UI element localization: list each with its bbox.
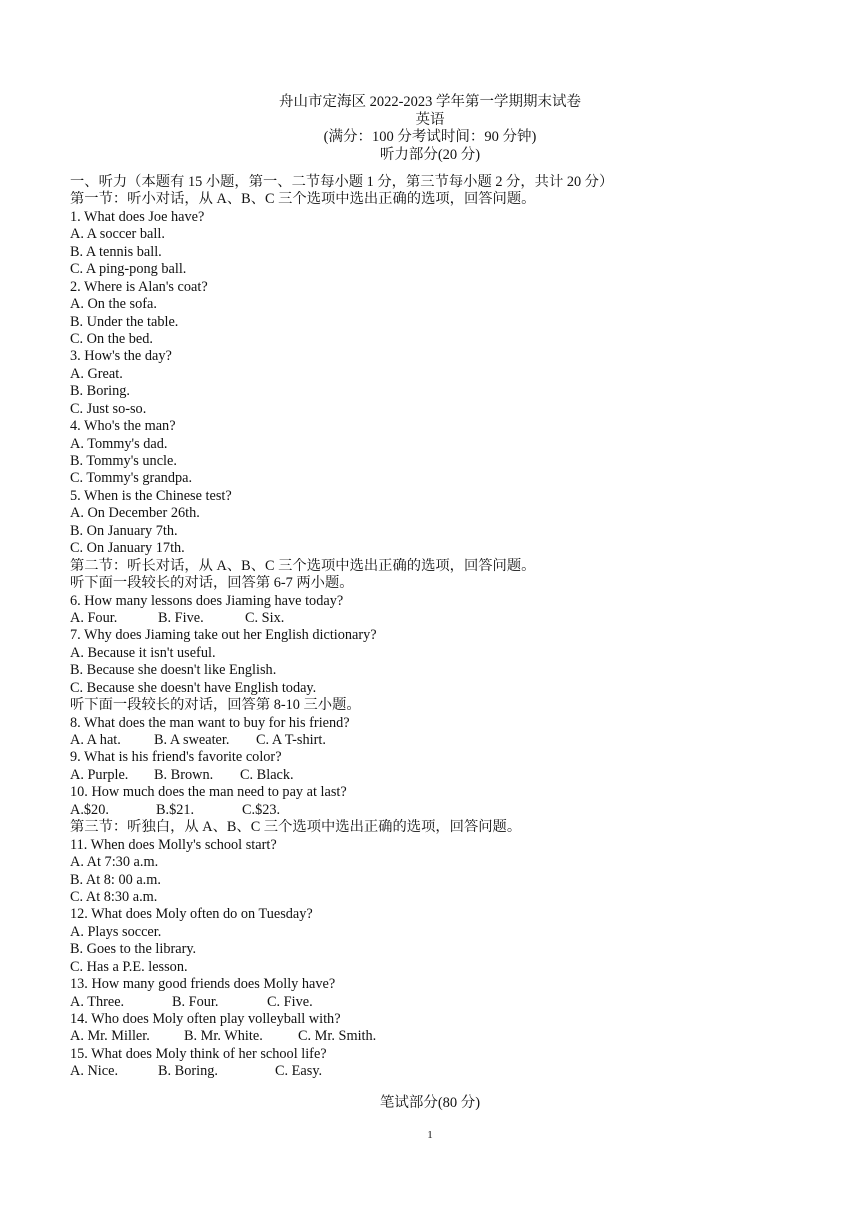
- question-12-option-c: C. Has a P.E. lesson.: [70, 958, 188, 975]
- question-4: 4. Who's the man?: [70, 418, 176, 435]
- question-14-option-b: B. Mr. White.: [184, 1028, 263, 1045]
- question-12: 12. What does Moly often do on Tuesday?: [70, 906, 313, 923]
- listening-content: [70, 174, 810, 1081]
- question-10-option-c: C.$23.: [242, 801, 281, 818]
- question-15-option-a: A. Nice.: [70, 1063, 119, 1080]
- question-14: 14. Who does Moly often play volleyball with?: [70, 1011, 341, 1027]
- question-8-options: [70, 732, 810, 749]
- question-15: 15. What does Moly think of her school life?: [70, 1045, 327, 1062]
- question-13-option-a: A. Three.: [70, 993, 125, 1010]
- question-6-option-b: B. Five.: [158, 609, 204, 626]
- written-part-title: 笔试部分(80 分): [379, 1095, 481, 1111]
- question-10-options: [70, 802, 810, 819]
- exam-header: [0, 94, 860, 164]
- question-2-option-b: B. Under the table.: [70, 313, 179, 330]
- question-11-option-c: C. At 8:30 a.m.: [70, 888, 158, 905]
- question-1-option-b: B. A tennis ball.: [70, 243, 162, 260]
- question-9: 9. What is his friend's favorite color?: [70, 749, 282, 766]
- question-12-option-a: A. Plays soccer.: [70, 923, 162, 940]
- question-10-option-a: A.$20.: [70, 801, 109, 818]
- question-7-option-a: A. Because it isn't useful.: [70, 644, 216, 661]
- question-15-options: [70, 1063, 810, 1080]
- exam-subject: 英语: [415, 111, 445, 128]
- question-13-option-c: C. Five.: [267, 993, 313, 1010]
- question-14-option-c: C. Mr. Smith.: [298, 1028, 377, 1045]
- question-14-options: [70, 1028, 810, 1045]
- listening-part-title: 听力部分(20 分): [379, 146, 481, 163]
- section-1-instruction: 第一节：听小对话，从 A、B、C 三个选项中选出正确的选项，回答问题。: [70, 191, 536, 208]
- question-15-option-b: B. Boring.: [158, 1063, 218, 1080]
- question-8-option-a: A. A hat.: [70, 732, 121, 748]
- question-8: 8. What does the man want to buy for his friend?: [70, 714, 350, 731]
- question-1-option-c: C. A ping-pong ball.: [70, 261, 187, 278]
- question-3: 3. How's the day?: [70, 348, 172, 365]
- question-11-option-b: B. At 8: 00 a.m.: [70, 871, 161, 888]
- question-5-option-a: A. On December 26th.: [70, 505, 200, 522]
- question-14-option-a: A. Mr. Miller.: [70, 1028, 150, 1045]
- question-10-option-b: B.$21.: [156, 801, 195, 818]
- exam-score-time: (满分：100 分考试时间：90 分钟): [323, 129, 537, 145]
- question-2: 2. Where is Alan's coat?: [70, 278, 208, 295]
- question-3-option-c: C. Just so-so.: [70, 400, 147, 417]
- question-13: 13. How many good friends does Molly have?: [70, 976, 336, 993]
- question-6-option-a: A. Four.: [70, 609, 118, 626]
- question-6: 6. How many lessons does Jiaming have today?: [70, 592, 344, 609]
- question-3-option-a: A. Great.: [70, 365, 123, 382]
- question-8-option-c: C. A T-shirt.: [256, 732, 326, 748]
- page-number: 1: [427, 1129, 433, 1141]
- section-instruction: 一、听力（本题有 15 小题，第一、二节每小题 1 分，第三节每小题 2 分，共计 20 分）: [70, 174, 614, 190]
- question-9-options: [70, 767, 810, 784]
- question-4-option-c: C. Tommy's grandpa.: [70, 470, 193, 487]
- dialogue-1-instruction: 听下面一段较长的对话，回答第 6-7 两小题。: [70, 575, 354, 592]
- question-12-option-b: B. Goes to the library.: [70, 941, 197, 958]
- question-7: 7. Why does Jiaming take out her English dictionary?: [70, 627, 377, 644]
- dialogue-2-instruction: 听下面一段较长的对话，回答第 8-10 三小题。: [70, 697, 361, 714]
- question-7-option-b: B. Because she doesn't like English.: [70, 662, 277, 679]
- question-7-option-c: C. Because she doesn't have English today.: [70, 679, 317, 696]
- question-2-option-a: A. On the sofa.: [70, 296, 157, 313]
- question-5: 5. When is the Chinese test?: [70, 487, 232, 504]
- question-4-option-b: B. Tommy's uncle.: [70, 453, 177, 469]
- question-9-option-c: C. Black.: [240, 766, 294, 783]
- question-8-option-b: B. A sweater.: [154, 732, 230, 748]
- question-9-option-b: B. Brown.: [154, 766, 214, 783]
- question-5-option-b: B. On January 7th.: [70, 522, 178, 539]
- question-15-option-c: C. Easy.: [275, 1063, 323, 1080]
- question-11-option-a: A. At 7:30 a.m.: [70, 854, 159, 871]
- question-10: 10. How much does the man need to pay at last?: [70, 784, 347, 801]
- question-4-option-a: A. Tommy's dad.: [70, 435, 168, 452]
- section-2-instruction: 第二节：听长对话，从 A、B、C 三个选项中选出正确的选项，回答问题。: [70, 557, 536, 574]
- question-13-option-b: B. Four.: [172, 993, 219, 1010]
- question-3-option-b: B. Boring.: [70, 383, 130, 400]
- question-13-options: [70, 994, 810, 1011]
- question-9-option-a: A. Purple.: [70, 766, 129, 783]
- question-5-option-c: C. On January 17th.: [70, 540, 185, 557]
- question-6-option-c: C. Six.: [245, 609, 285, 626]
- exam-title: 舟山市定海区 2022-2023 学年第一学期期末试卷: [278, 94, 582, 110]
- question-2-option-c: C. On the bed.: [70, 330, 153, 347]
- question-6-options: [70, 610, 810, 627]
- question-1: 1. What does Joe have?: [70, 208, 205, 225]
- question-1-option-a: A. A soccer ball.: [70, 226, 165, 243]
- question-11: 11. When does Molly's school start?: [70, 836, 277, 853]
- section-3-instruction: 第三节：听独白，从 A、B、C 三个选项中选出正确的选项，回答问题。: [70, 819, 522, 836]
